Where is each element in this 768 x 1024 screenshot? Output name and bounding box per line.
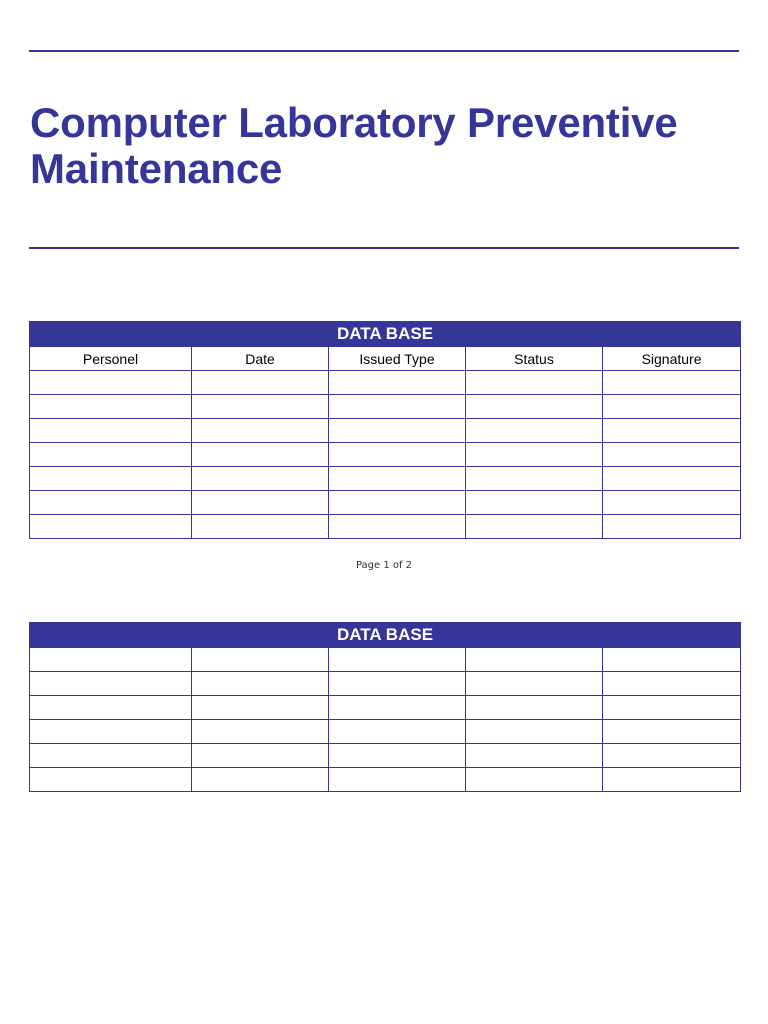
table-cell[interactable] (466, 467, 603, 491)
table-row (30, 744, 741, 768)
table-cell[interactable] (192, 395, 329, 419)
column-header-issued-type: Issued Type (329, 347, 466, 371)
table-cell[interactable] (466, 768, 603, 792)
table-row (30, 696, 741, 720)
column-header-date: Date (192, 347, 329, 371)
table-cell[interactable] (329, 744, 466, 768)
table-cell[interactable] (603, 696, 741, 720)
table-cell[interactable] (329, 648, 466, 672)
table-cell[interactable] (603, 419, 741, 443)
table-cell[interactable] (603, 371, 741, 395)
table-banner: DATA BASE (30, 623, 741, 648)
table-cell[interactable] (466, 672, 603, 696)
table-cell[interactable] (466, 443, 603, 467)
table-cell[interactable] (192, 648, 329, 672)
table-cell[interactable] (466, 491, 603, 515)
table-cell[interactable] (466, 648, 603, 672)
table-cell[interactable] (329, 419, 466, 443)
table-cell[interactable] (192, 491, 329, 515)
table-cell[interactable] (329, 467, 466, 491)
table-cell[interactable] (192, 720, 329, 744)
table-cell[interactable] (466, 696, 603, 720)
table-cell[interactable] (192, 696, 329, 720)
table-cell[interactable] (30, 371, 192, 395)
table-cell[interactable] (192, 515, 329, 539)
database-table-1 (29, 321, 741, 539)
table-cell[interactable] (329, 395, 466, 419)
table-cell[interactable] (329, 696, 466, 720)
table-row (30, 648, 741, 672)
column-header-signature: Signature (603, 347, 741, 371)
table-cell[interactable] (30, 648, 192, 672)
table-cell[interactable] (603, 491, 741, 515)
table-cell[interactable] (30, 672, 192, 696)
table-cell[interactable] (603, 648, 741, 672)
table-cell[interactable] (329, 720, 466, 744)
table-cell[interactable] (603, 467, 741, 491)
table-row (30, 720, 741, 744)
table-cell[interactable] (603, 515, 741, 539)
table-cell[interactable] (603, 768, 741, 792)
table-cell[interactable] (30, 395, 192, 419)
table-row (30, 395, 741, 419)
table-cell[interactable] (466, 395, 603, 419)
table-header-row (30, 347, 741, 371)
table-cell[interactable] (466, 419, 603, 443)
document-title: Computer Laboratory Preventive Maintenance (30, 99, 678, 192)
table-cell[interactable] (30, 419, 192, 443)
table-cell[interactable] (192, 371, 329, 395)
table-cell[interactable] (30, 744, 192, 768)
table-cell[interactable] (329, 515, 466, 539)
table-cell[interactable] (192, 443, 329, 467)
table-cell[interactable] (30, 443, 192, 467)
table-cell[interactable] (603, 672, 741, 696)
top-divider (29, 50, 739, 52)
table-banner: DATA BASE (30, 322, 741, 347)
table-cell[interactable] (192, 467, 329, 491)
table-cell[interactable] (30, 491, 192, 515)
table-row (30, 467, 741, 491)
table-cell[interactable] (329, 491, 466, 515)
table-cell[interactable] (192, 768, 329, 792)
database-table-2 (29, 622, 741, 792)
table-cell[interactable] (30, 696, 192, 720)
table-cell[interactable] (30, 467, 192, 491)
table-row (30, 672, 741, 696)
table-cell[interactable] (603, 443, 741, 467)
column-header-status: Status (466, 347, 603, 371)
table-row (30, 491, 741, 515)
table-cell[interactable] (329, 443, 466, 467)
table-cell[interactable] (329, 768, 466, 792)
table-cell[interactable] (466, 720, 603, 744)
table-cell[interactable] (329, 672, 466, 696)
table-cell[interactable] (466, 515, 603, 539)
table-cell[interactable] (30, 768, 192, 792)
column-header-personel: Personel (30, 347, 192, 371)
table-row (30, 515, 741, 539)
table-cell[interactable] (30, 515, 192, 539)
table-cell[interactable] (603, 395, 741, 419)
table-row (30, 419, 741, 443)
title-divider (29, 247, 739, 249)
table-cell[interactable] (30, 720, 192, 744)
table-cell[interactable] (192, 672, 329, 696)
page-number: Page 1 of 2 (355, 560, 413, 571)
table-cell[interactable] (603, 720, 741, 744)
table-row (30, 768, 741, 792)
table-body (30, 648, 741, 792)
table-cell[interactable] (466, 371, 603, 395)
table-row (30, 443, 741, 467)
table-cell[interactable] (192, 419, 329, 443)
table-cell[interactable] (192, 744, 329, 768)
table-row (30, 371, 741, 395)
table-cell[interactable] (329, 371, 466, 395)
table-cell[interactable] (466, 744, 603, 768)
table-cell[interactable] (603, 744, 741, 768)
table-body (30, 371, 741, 539)
